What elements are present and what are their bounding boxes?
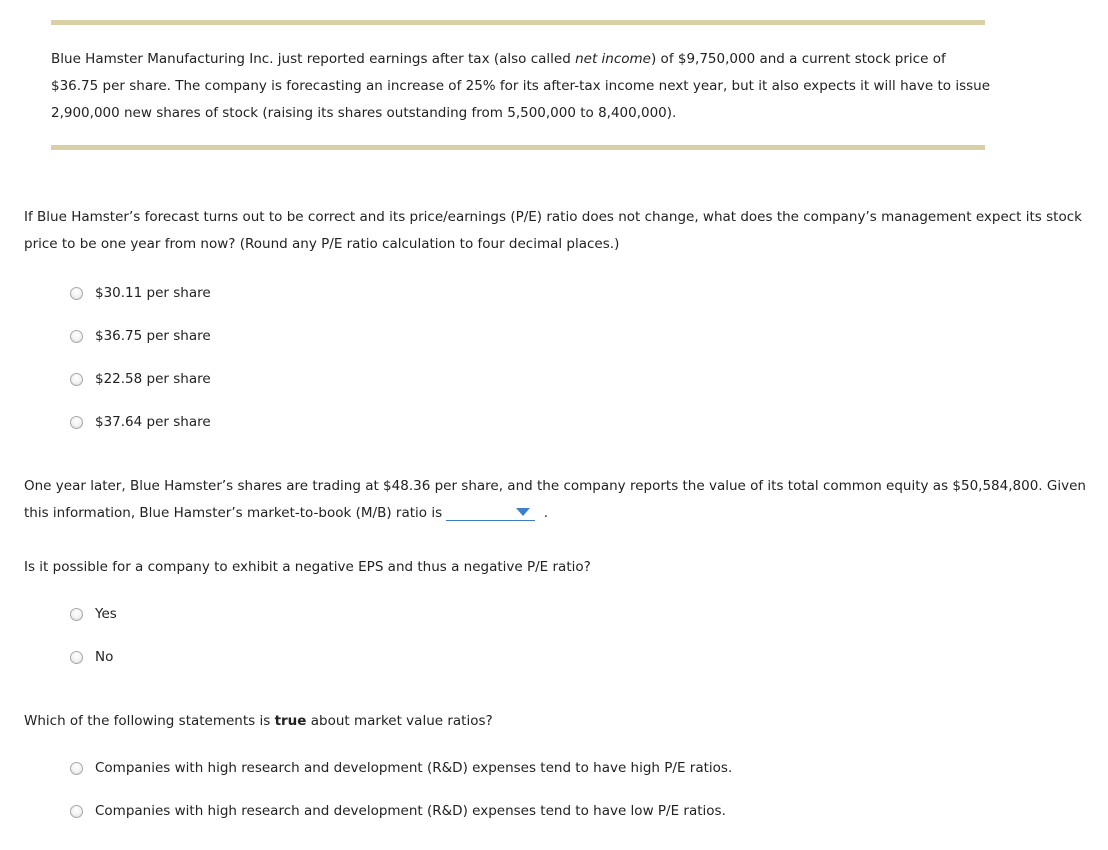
q2-text-before: One year later, Blue Hamster’s shares are trading at $48.36 per share, and the company reports the value of its total common equity as $50,584,800. Given this information, Blue Hamster’s market-to-book (M/B) ratio is [24, 478, 1086, 521]
q3-option-yes[interactable] [70, 604, 117, 624]
q4-option-2[interactable] [70, 801, 726, 821]
radio-button[interactable] [70, 651, 83, 664]
option-label: $37.64 per share [95, 414, 211, 430]
radio-button[interactable] [70, 416, 83, 429]
option-label: No [95, 649, 114, 665]
radio-button[interactable] [70, 330, 83, 343]
intro-paragraph [51, 46, 991, 127]
intro-text-1: Blue Hamster Manufacturing Inc. just reported earnings after tax (also called [51, 51, 576, 67]
option-label: Companies with high research and development (R&D) expenses tend to have low P/E ratios. [95, 803, 726, 819]
mb-ratio-dropdown[interactable] [446, 502, 535, 521]
dropdown-caret-icon[interactable] [516, 508, 530, 516]
radio-button[interactable] [70, 805, 83, 818]
intro-term: net income [575, 51, 651, 67]
radio-button[interactable] [70, 762, 83, 775]
q1-option-4[interactable] [70, 412, 211, 432]
option-label: Companies with high research and development (R&D) expenses tend to have high P/E ratios. [95, 760, 733, 776]
question-1-text: If Blue Hamster’s forecast turns out to be correct and its price/earnings (P/E) ratio does not change, what does the company’s management expect its stock price to be one year from now? (Round any P/E ratio calculation to four decimal places.) [24, 209, 1082, 252]
question-3-text: Is it possible for a company to exhibit a negative EPS and thus a negative P/E ratio? [24, 559, 591, 575]
q4-text-after: about market value ratios? [306, 713, 493, 729]
q2-text-after: . [543, 505, 548, 521]
q1-option-3[interactable] [70, 369, 211, 389]
question-4-text [24, 708, 1094, 735]
radio-button[interactable] [70, 373, 83, 386]
question-2-text [24, 473, 1094, 527]
q4-text-before: Which of the following statements is [24, 713, 275, 729]
q1-option-2[interactable] [70, 326, 211, 346]
q4-option-1[interactable] [70, 758, 732, 778]
radio-button[interactable] [70, 608, 83, 621]
option-label: $30.11 per share [95, 285, 211, 301]
intro-text-2: ) of $9,750,000 and a current stock price of $36.75 per share. The company is forecasting an increase of 25% for its after-tax income next year, but it also expects it will have to issue 2,900,000 new shares of stock (raising its shares outstanding from 5,500,000 to 8,400,000). [51, 51, 991, 121]
radio-button[interactable] [70, 287, 83, 300]
q3-option-no[interactable] [70, 647, 113, 667]
option-label: $36.75 per share [95, 328, 211, 344]
option-label: $22.58 per share [95, 371, 211, 387]
bottom-divider [51, 145, 985, 150]
top-divider [51, 20, 985, 25]
q4-emphasis: true [274, 713, 307, 729]
q1-option-1[interactable] [70, 283, 211, 303]
option-label: Yes [95, 606, 117, 622]
